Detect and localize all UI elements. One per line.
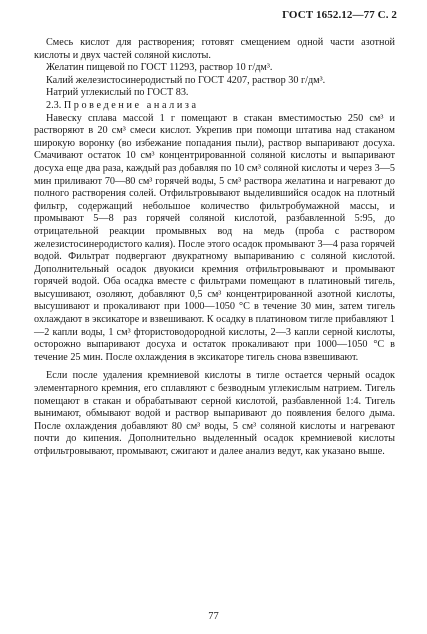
- paragraph-potassium-ferrocyanide: Калий железистосинеродистый по ГОСТ 4207, раствор 30 г/дм³.: [46, 74, 326, 86]
- paragraph-silicon-residue: Если после удаления кремниевой кислоты в тигле остается черный осадок элементарного кремния, его сплавляют с безводным углекислым натрием. Тигель помещают в стакан и обрабатывают серной кислотой, разбавленной 1:4. Тигель вынимают, обмывают водой и раствор выпаривают до появления белого дыма. После охлаждения добавляют 80 см³ воды, 5 см³ соляной кислоты и нагревают почти до кипения. Дополнительно выделенный осадок кремниевой кислоты отфильтровывают, промывают, сжигают и далее анализ ведут, как указано выше.: [34, 370, 395, 457]
- section-heading: [34, 100, 395, 113]
- body-text: [34, 37, 395, 459]
- section-number: 2.3.: [46, 99, 62, 111]
- paragraph-procedure: Навеску сплава массой 1 г помещают в стакан вместимостью 250 см³ и растворяют в 20 см³ смеси кислот. Укрепив при помощи штатива над стаканом широкую воронку (во избежание попадания пыли), раствор выпаривают досуха. Смачивают остаток 10 см³ концентрированной соляной кислоты и выпаривают досуха еще два раза, каждый раз добавляя по 10 см³ соляной кислоты и через 3—5 мин приливают 70—80 см³ горячей воды, 5 см³ раствора желатина и нагревают до полного растворения солей. Отфильтровывают выделившийся осадок на плотный фильтр, содержащий небольшое количество фильтробумажной массы, и промывают 5—8 раз горячей соляной кислотой, разбавленной 5:95, до отрицательной реакции промывных вод на медь (проба с раствором железистосинеродистого калия). После этого осадок промывают 3—4 раза горячей водой. Фильтрат подвергают двукратному выпариванию с соляной кислотой. Дополнительный осадок двуокиси кремния отфильтровывают и промывают горячей водой. Оба осадка вместе с фильтрами помещают в платиновый тигель, высушивают, озоляют, добавляют 0,5 см³ концентрированной азотной кислоты, высушивают и прокаливают при 1000—1050 °С в течение 30 мин, затем тигель охлаждают в эксикаторе и взвешивают. К осадку в платиновом тигле прибавляют 1—2 капли воды, 1 см³ фтористоводородной кислоты, 2—3 капли серной кислоты, осторожно выпаривают досуха и остаток прокаливают при 1000—1050 °С в течение 25 мин. После охлаждения в эксикаторе тигель снова взвешивают.: [34, 112, 395, 363]
- paragraph-sodium-carbonate: Натрий углекислый по ГОСТ 83.: [46, 87, 189, 99]
- page-number: 77: [208, 611, 219, 622]
- paragraph-acid-mixture: Смесь кислот для растворения; готовят смещением одной части азотной кислоты и двух частей соляной кислоты.: [34, 37, 395, 61]
- paragraph-gelatin: Желатин пищевой по ГОСТ 11293, раствор 10 г/дм³.: [46, 62, 273, 74]
- page-header: ГОСТ 1652.12—77 С. 2: [282, 9, 397, 21]
- section-title: Проведение анализа: [63, 99, 199, 111]
